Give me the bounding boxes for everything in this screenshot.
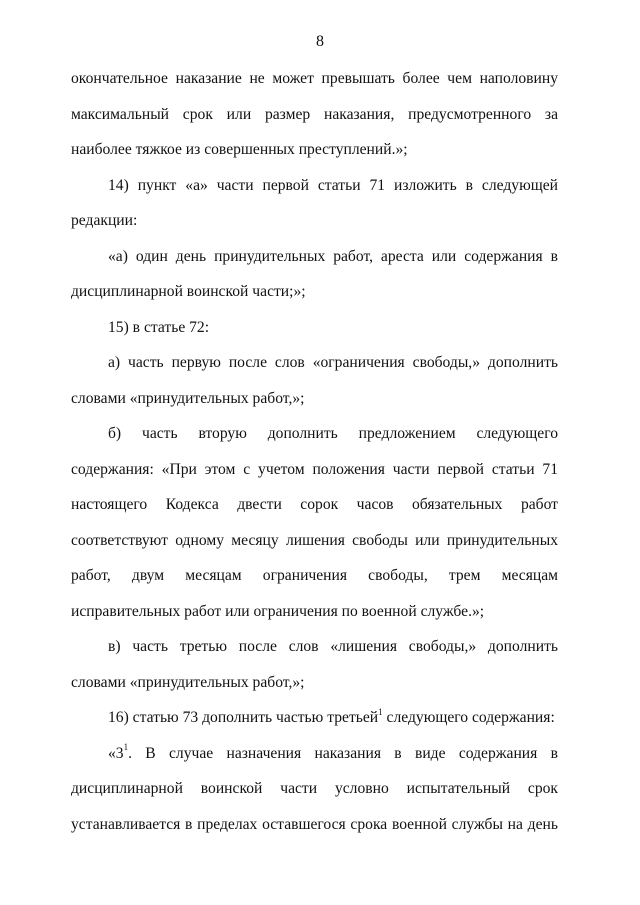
paragraph-item-15-v: в) часть третью после слов «лишения свободы,» дополнить словами «принудительных работ,»; <box>71 638 558 691</box>
paragraph-item-15-a: а) часть первую после слов «ограничения свободы,» дополнить словами «принудительных работ,»; <box>71 354 558 407</box>
document-body <box>71 61 558 842</box>
item-16-text-end: следующего содержания: <box>382 709 555 726</box>
paragraph-subitem-a-article-71: «а) один день принудительных работ, ареста или содержания в дисциплинарной воинской части;»; <box>71 247 558 300</box>
paragraph-item-15-b: б) часть вторую дополнить предложением следующего содержания: «При этом с учетом положения части первой статьи 71 настоящего Кодекса двести сорок часов обязательных работ соответствуют одному месяцу лишения свободы или принудительных работ, двум месяцам ограничения свободы, трем месяцам исправительных работ или ограничения по военной службе.»; <box>71 425 558 620</box>
item-16-text-start: 16) статью 73 дополнить частью третьей <box>108 709 379 726</box>
paragraph-item-15: 15) в статье 72: <box>108 318 210 336</box>
paragraph-item-16 <box>71 700 558 736</box>
part-3-1-superscript: 1 <box>123 742 129 753</box>
part-3-1-text-end: . В случае назначения наказания в виде содержания в дисциплинарной воинской части условно испытательный срок устанавливается в пределах оставшегося срока военной службы на день <box>71 744 558 833</box>
item-16-superscript: 1 <box>378 706 383 717</box>
paragraph-final-punishment: окончательное наказание не может превышать более чем наполовину максимальный срок или размер наказания, предусмотренного за наиболее тяжкое из совершенных преступлений.»; <box>71 70 558 158</box>
page-number: 8 <box>316 33 324 50</box>
paragraph-part-3-1 <box>71 736 558 843</box>
paragraph-item-14: 14) пункт «а» части первой статьи 71 изложить в следующей редакции: <box>71 176 558 229</box>
part-3-1-text-start: «3 <box>108 744 124 762</box>
